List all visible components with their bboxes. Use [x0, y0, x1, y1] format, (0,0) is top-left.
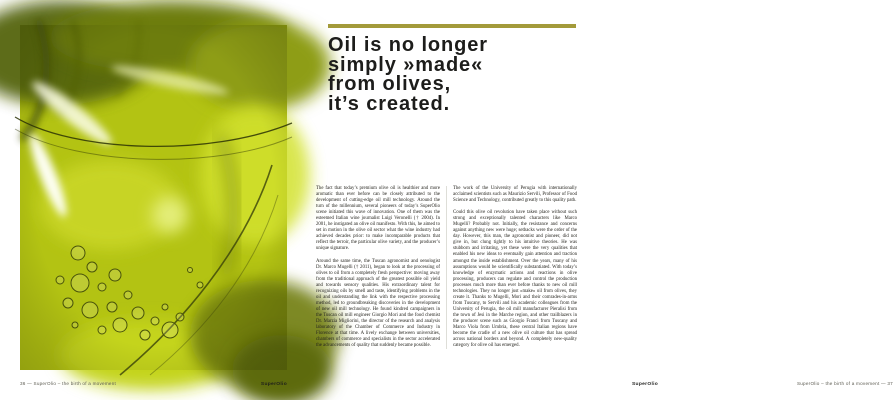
- heading-line-4: it’s created.: [328, 92, 451, 115]
- heading-line-1: Oil is no longer: [328, 34, 488, 56]
- olive-oil-photo: [20, 25, 287, 370]
- paragraph-1: The fact that today’s premium olive oil is healthier and more aromatic than ever before can be closely attributed to the development of cutting-edge oil mill technology. Around the turn of the millennium, several pioneers of today’s SuperOlio scene initiated this wave of innovation. One of them was the esteemed Italian wine journalist Luigi Veronelli († 2004). In 2001, he instigated an olive oil manifesto. With this, he aimed to set in motion in the olive oil sector what the wine industry had achieved decades prior: to make incomparable products that reflect the terroir, the particular olive variety, and the producer’s unique signature.: [316, 186, 440, 252]
- text-column-2: [453, 186, 577, 349]
- right-page-content: [316, 0, 893, 400]
- chapter-heading: [328, 36, 488, 114]
- left-folio-caption: 36 — SuperOlio – the birth of a movement: [20, 381, 117, 386]
- accent-rule: [328, 24, 576, 28]
- body-columns: [316, 186, 577, 349]
- paragraph-4: Could this olive oil revolution have taken place without such strong and exceptionally talented characters like Marco Mugelli? Probably not. Initially, the resistance and concerns against anything new were huge; setbacks were the order of the day. However, this man, the agronomist and pioneer, did not give in, but clung tightly to his intuitive theories. He was stubborn and irritating, yet these were the very qualities that enabled his new ideas to eventually gain attention and traction amongst the inside establishment. Over the years, many of his assumptions would be scientifically substantiated. With today’s knowledge of enzymatic actions and reactions in olive processing, producers can regulate and control the production processes much more than ever before thanks to new oil mill technologies. They no longer just »make« oil from olives, they create it. Thanks to Mugelli, Mori and their comrades-in-arms from Tuscany, to Servili and his academic colleagues from the University of Perugia, the oil mill manufacturer Pieralisi from the town of Jesi in the Marche region, and other trailblazers in the producer scene such as Giorgio Franci from Tuscany and Marco Viola from Umbria, these central Italian regions have become the cradle of a new olive oil culture that has spread across national borders and beyond. A completely new-quality category for olive oil has emerged.: [453, 210, 577, 349]
- left-page-footer: [20, 381, 287, 387]
- paragraph-3: The work of the University of Perugia with internationally acclaimed scientists such as Maurizio Servili, Professor of Food Science and Technology, contributed greatly to this quality path.: [453, 186, 577, 204]
- olive-oil-photo-art: [20, 25, 287, 370]
- book-brand-right: SuperOlio: [632, 382, 659, 387]
- right-page-footer: [632, 381, 893, 387]
- right-folio-caption: SuperOlio – the birth of a movement — 37: [796, 381, 893, 386]
- book-brand-left: SuperOlio: [260, 382, 287, 387]
- heading-line-2: simply »made«: [328, 53, 484, 76]
- paragraph-2: Around the same time, the Tuscan agronomist and oenologist Dr. Marco Mugelli († 2011), began to look at the processing of olives to oil from a completely fresh perspective: moving away from the traditional approach of the greatest possible oil yield and towards sensory qualities. His extraordinary talent for recognizing oils by smell and taste, identifying problems in the oil and understanding the link with the respective processing method, led to groundbreaking discoveries in the development of new oil mill technology. He found kindred campaigners in the Tuscan oil mill engineer Giorgio Mori and the food chemist Dr. Marzia Migliorini, the director of the research and analysis laboratory of the Chamber of Commerce and Industry in Florence at that time. A lively exchange between universities, chambers of commerce and specialists in the sector accelerated the advancements of quality that suddenly became possible.: [316, 258, 440, 349]
- heading-line-3: from olives,: [328, 73, 452, 95]
- column-divider: [440, 186, 453, 349]
- text-column-1: [316, 186, 440, 349]
